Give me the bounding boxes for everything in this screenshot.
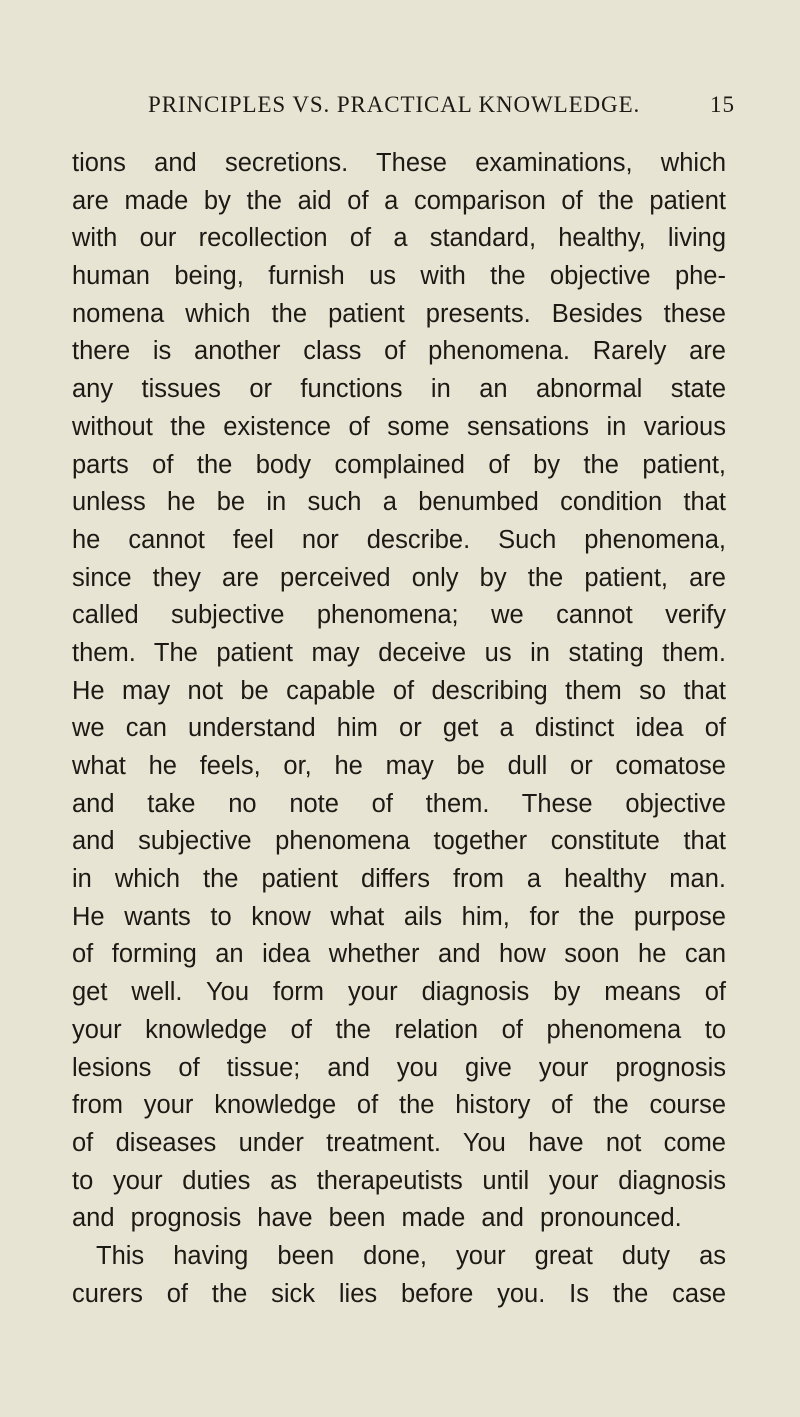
running-title: PRINCIPLES VS. PRACTICAL KNOWLEDGE. (148, 92, 641, 117)
text-line: of forming an idea whether and how soon he can (72, 940, 726, 969)
text-line: human being, furnish us with the objective phe- (72, 262, 726, 291)
text-line: parts of the body complained of by the patient, (72, 450, 726, 479)
text-line: we can understand him or get a distinct idea of (72, 714, 726, 743)
running-header (0, 0, 800, 130)
text-line: He may not be capable of describing them so that (72, 676, 726, 705)
text-line: from your knowledge of the history of the course (72, 1091, 726, 1120)
text-line: called subjective phenomena; we cannot verify (72, 601, 726, 630)
text-line: in which the patient differs from a healthy man. (72, 865, 726, 894)
text-line: to your duties as therapeutists until your diagnosis (72, 1166, 726, 1195)
text-line: curers of the sick lies before you. Is the case (72, 1279, 726, 1308)
text-line: since they are perceived only by the patient, are (72, 563, 726, 592)
text-line: there is another class of phenomena. Rarely are (72, 337, 726, 366)
text-line: lesions of tissue; and you give your prognosis (72, 1053, 726, 1082)
page-number: 15 (710, 92, 735, 117)
text-line: and prognosis have been made and pronounced. (72, 1204, 682, 1233)
text-line: are made by the aid of a comparison of the patient (72, 186, 726, 215)
text-line: He wants to know what ails him, for the purpose (72, 902, 726, 931)
text-line: tions and secretions. These examinations, which (72, 149, 726, 177)
text-line: without the existence of some sensations in various (72, 412, 726, 441)
text-line: nomena which the patient presents. Besides these (72, 299, 726, 328)
text-line: with our recollection of a standard, healthy, living (72, 224, 726, 253)
text-line: and take no note of them. These objective (72, 789, 726, 818)
text-line: of diseases under treatment. You have not come (72, 1128, 726, 1157)
text-line: and subjective phenomena together constitute that (72, 827, 726, 856)
text-line: what he feels, or, he may be dull or comatose (72, 752, 726, 780)
text-line-paragraph-start: This having been done, your great duty as (96, 1241, 726, 1270)
body-text (72, 145, 726, 1313)
text-line: any tissues or functions in an abnormal state (72, 375, 726, 404)
text-line: your knowledge of the relation of phenomena to (72, 1015, 726, 1044)
text-line: he cannot feel nor describe. Such phenomena, (72, 525, 726, 554)
text-line: get well. You form your diagnosis by means of (72, 978, 726, 1007)
text-line: them. The patient may deceive us in stating them. (72, 638, 726, 667)
text-line: unless he be in such a benumbed condition that (72, 488, 726, 517)
